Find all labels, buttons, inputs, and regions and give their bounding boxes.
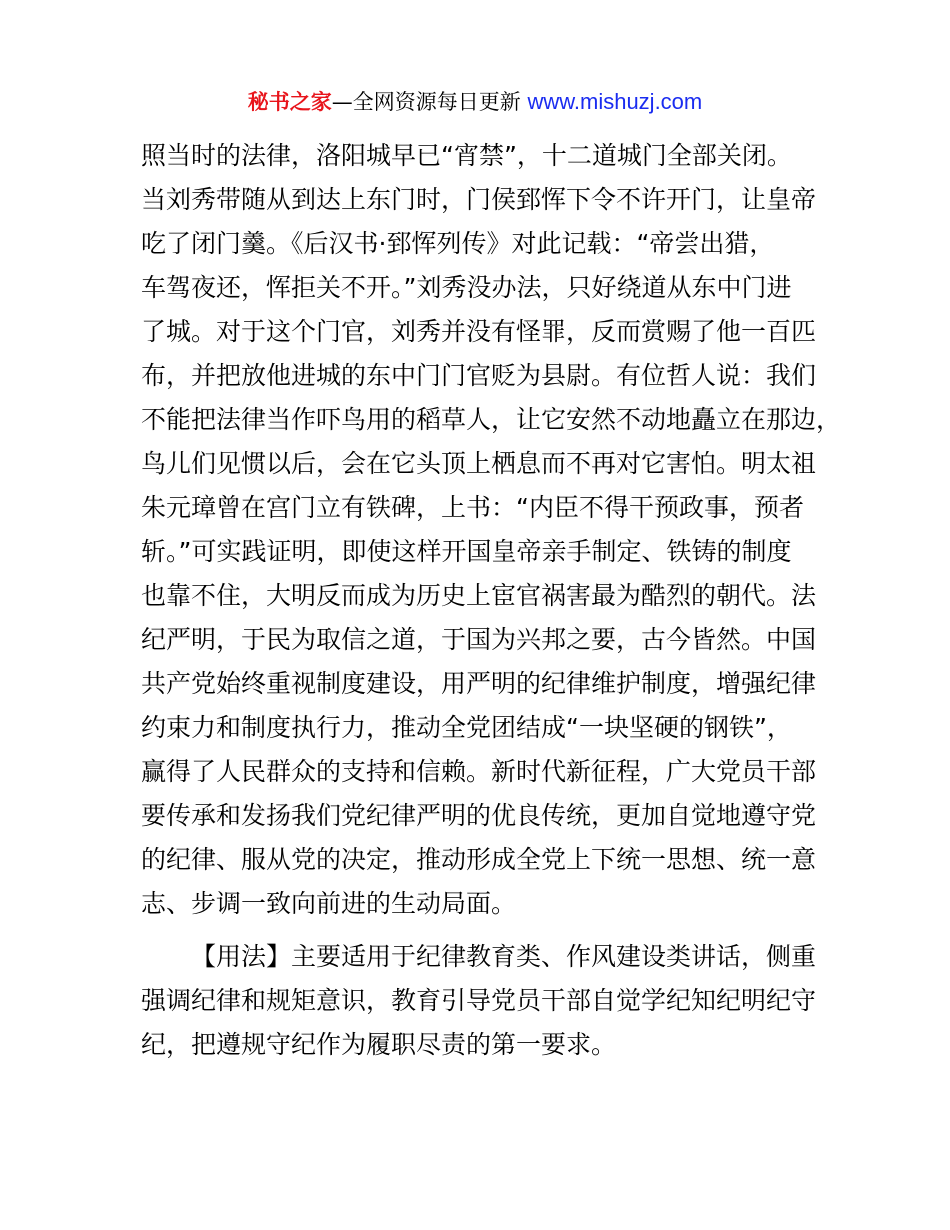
page-header	[0, 88, 950, 116]
text-line: 纪严明，于民为取信之道，于国为兴邦之要，古今皆然。中国	[141, 625, 817, 654]
text-line: 鸟儿们见惯以后，会在它头顶上栖息而不再对它害怕。明太祖	[141, 449, 817, 478]
text-line: 布，并把放他进城的东中门门官贬为县尉。有位哲人说：我们	[141, 361, 817, 390]
text-line: 【用法】主要适用于纪律教育类、作风建设类讲话，侧重	[191, 942, 817, 971]
text-line: 的纪律、服从党的决定，推动形成全党上下统一思想、统一意	[141, 845, 817, 874]
brand-name: 秘书之家	[247, 90, 332, 114]
site-url-link[interactable]: www.mishuzj.com	[527, 89, 703, 114]
text-line: 强调纪律和规矩意识，教育引导党员干部自觉学纪知纪明纪守	[141, 986, 817, 1015]
paragraph-spacer	[141, 926, 821, 935]
text-line: 照当时的法律，洛阳城早已“宵禁”，十二道城门全部关闭。	[141, 141, 792, 170]
text-line: 赢得了人民群众的支持和信赖。新时代新征程，广大党员干部	[141, 757, 817, 786]
paragraph-2	[141, 935, 821, 1067]
text-line: 约束力和制度执行力，推动全党团结成“一块坚硬的钢铁”，	[141, 713, 792, 742]
header-tagline: —全网资源每日更新	[331, 90, 528, 114]
text-line: 朱元璋曾在宫门立有铁碑，上书：“内臣不得干预政事，预者	[141, 493, 804, 522]
text-line: 当刘秀带随从到达上东门时，门侯郅恽下令不许开门，让皇帝	[141, 185, 817, 214]
text-line: 车驾夜还，恽拒关不开。”刘秀没办法，只好绕道从东中门进	[141, 273, 792, 302]
text-line: 不能把法律当作吓鸟用的稻草人，让它安然不动地矗立在那边，	[141, 405, 842, 434]
text-line: 斩。”可实践证明，即使这样开国皇帝亲手制定、铁铸的制度	[141, 537, 792, 566]
text-line: 了城。对于这个门官，刘秀并没有怪罪，反而赏赐了他一百匹	[141, 317, 817, 346]
text-line: 也靠不住，大明反而成为历史上宦官祸害最为酷烈的朝代。法	[141, 581, 817, 610]
text-line: 吃了闭门羹。《后汉书·郅恽列传》对此记载：“帝尝出猎，	[141, 229, 775, 258]
paragraph-1	[141, 134, 842, 926]
document-body	[141, 134, 842, 1067]
text-line: 纪，把遵规守纪作为履职尽责的第一要求。	[141, 1030, 617, 1059]
text-line: 共产党始终重视制度建设，用严明的纪律维护制度，增强纪律	[141, 669, 817, 698]
text-line: 要传承和发扬我们党纪律严明的优良传统，更加自觉地遵守党	[141, 801, 817, 830]
text-line: 志、步调一致向前进的生动局面。	[141, 889, 517, 918]
